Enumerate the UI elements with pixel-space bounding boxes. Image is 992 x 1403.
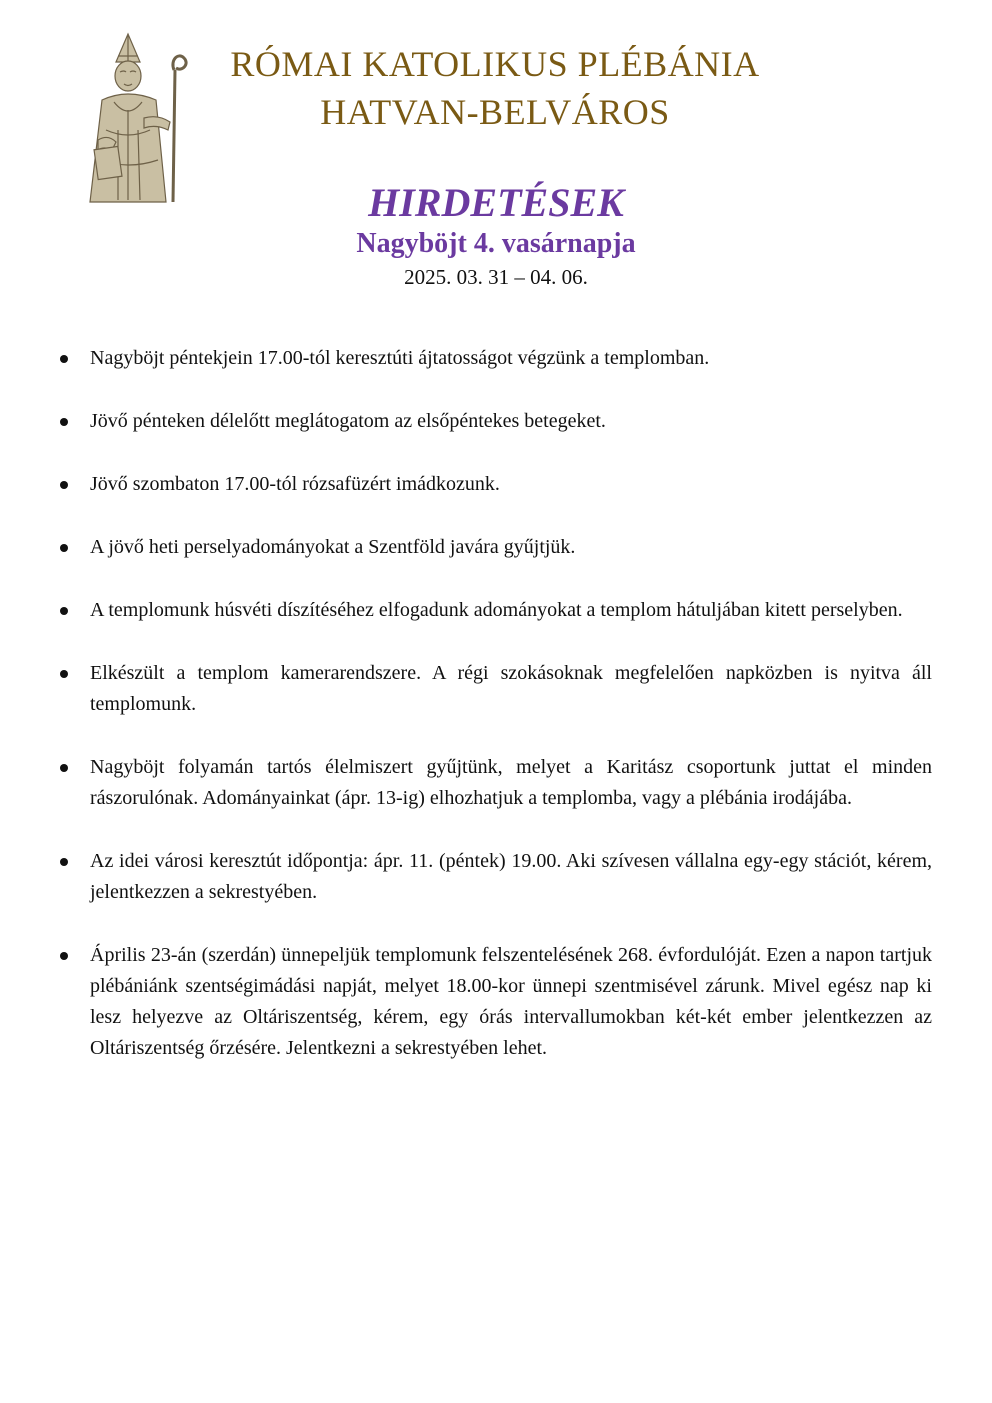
announcement-item (58, 532, 932, 563)
saint-bishop-figure-icon (78, 30, 198, 208)
bullet-icon (60, 764, 68, 772)
bullet-icon (60, 952, 68, 960)
bullet-icon (60, 607, 68, 615)
announcement-text: Az idei városi keresztút időpontja: ápr. 11. (péntek) 19.00. Aki szívesen vállalna egy-egy stációt, kérem, jelentkezzen a sekrestyében. (90, 850, 932, 903)
announcement-text: Jövő pénteken délelőtt meglátogatom az elsőpéntekes betegeket. (90, 410, 606, 432)
announcement-text: Nagyböjt péntekjein 17.00-tól keresztúti ájtatosságot végzünk a templomban. (90, 347, 710, 369)
bullet-icon (60, 858, 68, 866)
announcement-text: A templomunk húsvéti díszítéséhez elfogadunk adományokat a templom hátuljában kitett perselyben. (90, 599, 903, 621)
announcement-text: Jövő szombaton 17.00-tól rózsafüzért imádkozunk. (90, 473, 500, 495)
date-range: 2025. 03. 31 – 04. 06. (404, 265, 588, 289)
announcement-text: Elkészült a templom kamerarendszere. A régi szokásoknak megfelelően napközben is nyitva áll templomunk. (90, 662, 932, 715)
bullet-icon (60, 670, 68, 678)
parish-name-line-1: RÓMAI KATOLIKUS PLÉBÁNIA (230, 44, 760, 84)
page-subtitle: Nagyböjt 4. vasárnapja (356, 228, 636, 259)
announcement-text: Április 23-án (szerdán) ünnepeljük templomunk felszentelésének 268. évfordulóját. Ezen a napon tartjuk plébániánk szentségimádási napját, melyet 18.00-kor ünnepi szentmisével zárunk. Mivel egész nap ki lesz helyezve az Oltáriszentség, kérem, egy órás intervallumokban két-két ember jelentkezzen az Oltáriszentség őrzésére. Jelentkezni a sekrestyében lehet. (90, 944, 932, 1059)
announcement-text: A jövő heti perselyadományokat a Szentföld javára gyűjtjük. (90, 536, 576, 558)
announcement-item (58, 406, 932, 437)
bullet-icon (60, 544, 68, 552)
announcement-item (58, 595, 932, 626)
announcement-text: Nagyböjt folyamán tartós élelmiszert gyűjtünk, melyet a Karitász csoportunk juttat el minden rászorulónak. Adományainkat (ápr. 13-ig) elhozhatjuk a templomba, vagy a plébánia irodájába. (90, 756, 932, 809)
announcement-item (58, 940, 932, 1064)
bullet-icon (60, 481, 68, 489)
parish-name-line-2: HATVAN-BELVÁROS (320, 92, 670, 132)
announcement-item (58, 752, 932, 814)
announcement-item (58, 846, 932, 908)
announcement-item (58, 658, 932, 720)
announcement-item (58, 469, 932, 500)
parish-name (200, 40, 790, 136)
announcement-list (58, 343, 932, 1096)
bullet-icon (60, 355, 68, 363)
bullet-icon (60, 418, 68, 426)
page-title: HIRDETÉSEK (368, 180, 624, 225)
announcement-item (58, 343, 932, 374)
